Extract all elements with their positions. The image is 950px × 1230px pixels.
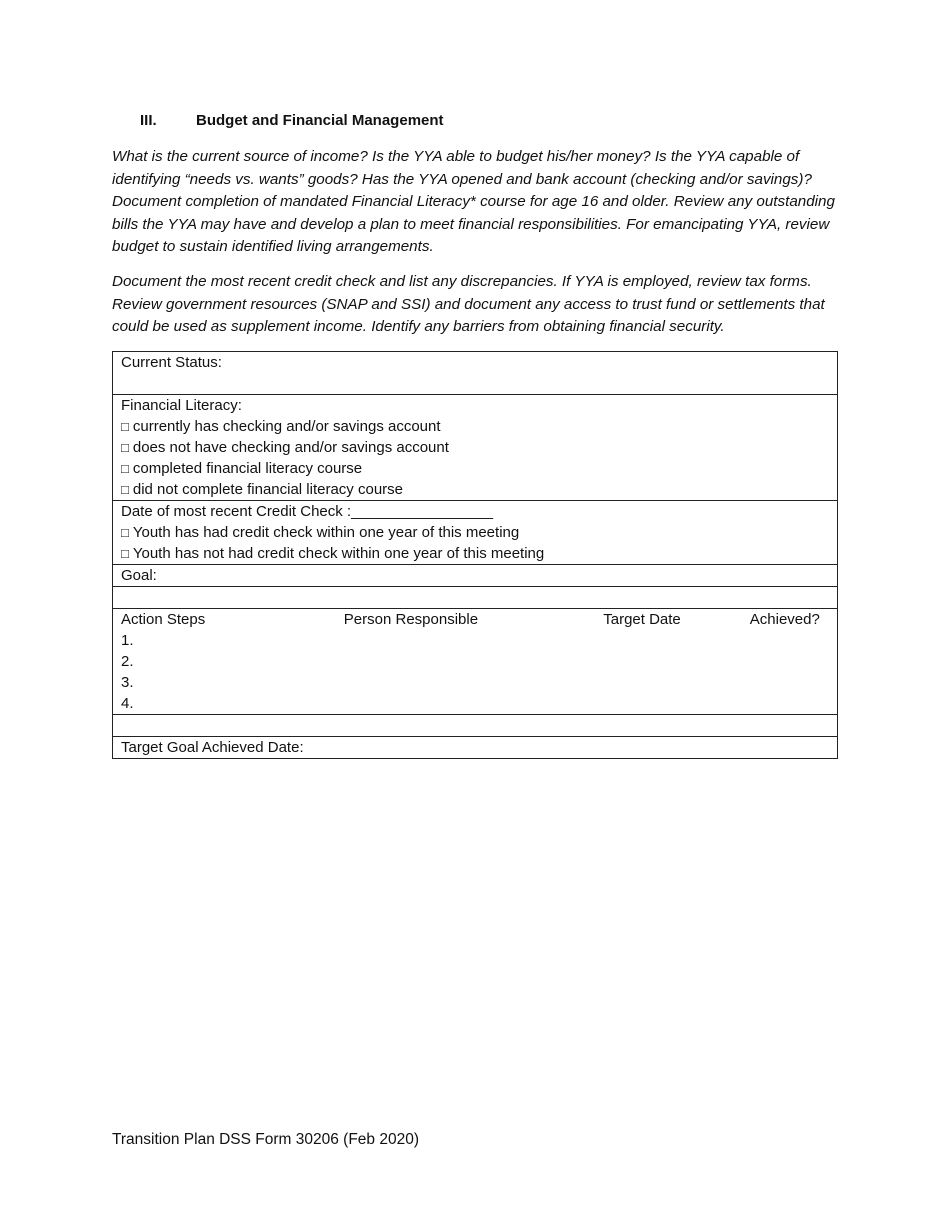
- action-steps-blank-row[interactable]: [113, 714, 837, 736]
- target-goal-row[interactable]: [113, 736, 837, 758]
- action-step-row[interactable]: 4.: [121, 695, 134, 712]
- header-person-responsible: Person Responsible: [343, 611, 479, 628]
- checkbox-icon[interactable]: □: [121, 419, 129, 434]
- financial-literacy-label: Financial Literacy:: [121, 397, 242, 414]
- checkbox-icon[interactable]: □: [121, 440, 129, 455]
- option-label: currently has checking and/or savings account: [132, 418, 441, 435]
- action-step-row[interactable]: 2.: [121, 653, 134, 670]
- checkbox-icon[interactable]: □: [121, 482, 129, 497]
- budget-form: [112, 351, 838, 759]
- instructions-paragraph-2: Document the most recent credit check and list any discrepancies. If YYA is employed, review tax forms. Review government resources (SNAP and SSI) and document any access to trust fund or settlements that could be used as supplement income. Identify any barriers from obtaining financial security.: [112, 273, 825, 335]
- section-number: III.: [140, 112, 157, 129]
- action-steps-section: [113, 608, 837, 714]
- current-status-label: Current Status:: [121, 354, 222, 371]
- goal-row[interactable]: [113, 564, 837, 586]
- checkbox-option[interactable]: [121, 458, 837, 479]
- section-title: Budget and Financial Management: [196, 112, 444, 129]
- option-label: Youth has had credit check within one year of this meeting: [132, 524, 520, 541]
- form-footer: Transition Plan DSS Form 30206 (Feb 2020): [112, 1131, 419, 1148]
- checkbox-option[interactable]: [121, 416, 837, 437]
- goal-blank-row[interactable]: [113, 586, 837, 608]
- header-target-date: Target Date: [603, 611, 681, 628]
- checkbox-icon[interactable]: □: [121, 525, 129, 540]
- option-label: completed financial literacy course: [132, 460, 363, 477]
- action-step-row[interactable]: 1.: [121, 632, 134, 649]
- header-action-steps: Action Steps: [121, 611, 206, 628]
- instructions-paragraph-1: What is the current source of income? Is the YYA able to budget his/her money? Is the YYA capable of identifying “needs vs. wants” goods? Has the YYA opened and bank account (checking and/or savings)? Document completion of mandated Financial Literacy* course for age 16 and older. Review any outstanding bills the YYA may have and develop a plan to meet financial responsibilities. For emancipating YYA, review budget to sustain identified living arrangements.: [112, 148, 835, 255]
- checkbox-option[interactable]: [121, 543, 837, 564]
- goal-label: Goal:: [121, 567, 157, 584]
- checkbox-icon[interactable]: □: [121, 461, 129, 476]
- option-label: Youth has not had credit check within one year of this meeting: [132, 545, 545, 562]
- section-heading: [140, 112, 444, 129]
- target-goal-label: Target Goal Achieved Date:: [121, 739, 304, 756]
- option-label: does not have checking and/or savings account: [132, 439, 449, 456]
- action-step-row[interactable]: 3.: [121, 674, 134, 691]
- option-label: did not complete financial literacy course: [132, 481, 403, 498]
- action-steps-header: [121, 609, 829, 630]
- header-achieved: Achieved?: [749, 611, 820, 628]
- credit-check-section: [113, 500, 837, 564]
- checkbox-option[interactable]: [121, 522, 837, 543]
- financial-literacy-section: [113, 394, 837, 500]
- checkbox-option[interactable]: [121, 479, 837, 500]
- checkbox-icon[interactable]: □: [121, 546, 129, 561]
- checkbox-option[interactable]: [121, 437, 837, 458]
- credit-check-date-field[interactable]: Date of most recent Credit Check :_________________: [121, 503, 493, 520]
- current-status-row[interactable]: [113, 352, 837, 394]
